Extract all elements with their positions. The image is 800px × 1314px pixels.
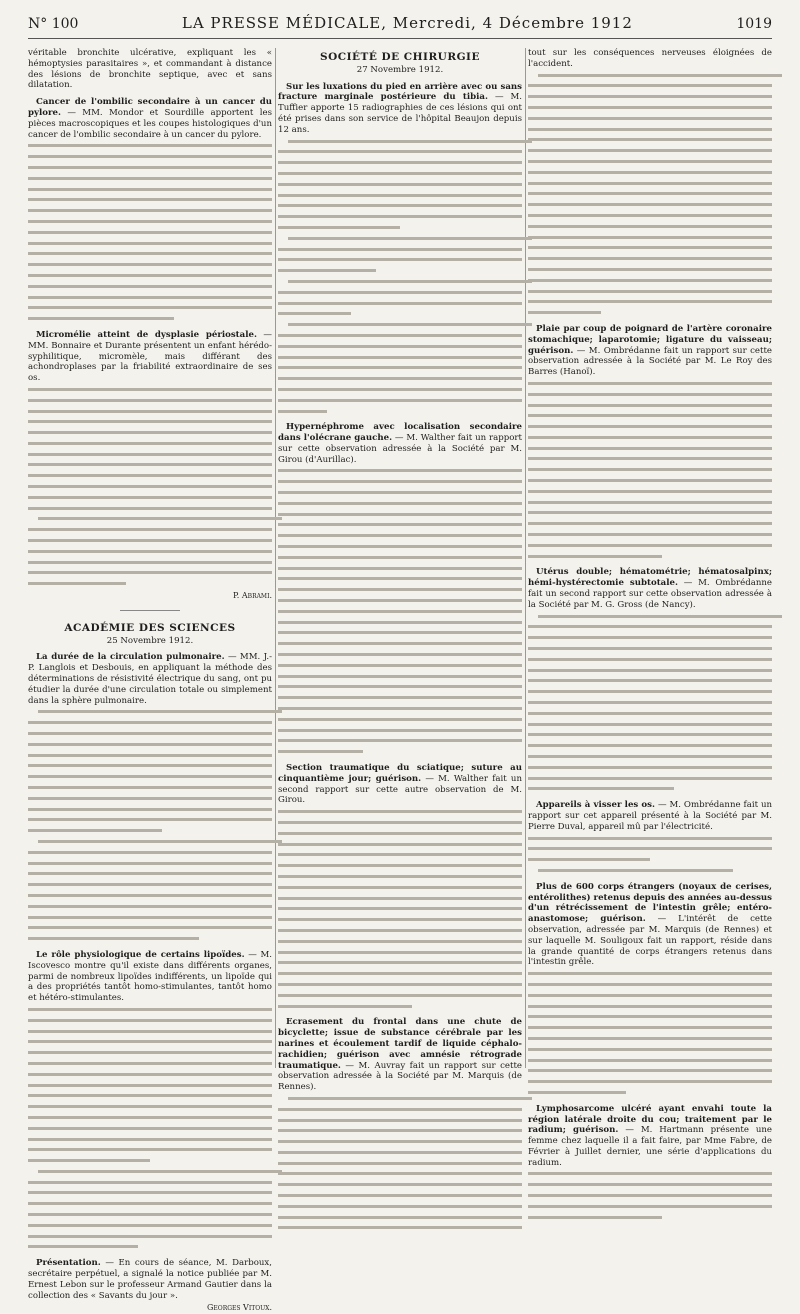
text-line-placeholder <box>28 194 272 205</box>
text-line-placeholder <box>528 1022 772 1033</box>
text-line-placeholder <box>28 427 272 438</box>
text-line-placeholder <box>528 518 772 529</box>
text-line-placeholder <box>28 270 272 281</box>
article-title: Le rôle physiologique de certains lipoïdes. <box>36 949 245 960</box>
column-separator <box>525 48 526 1068</box>
text-line-placeholder <box>278 395 522 406</box>
text-line-placeholder <box>528 968 772 979</box>
text-line-placeholder <box>528 210 772 221</box>
article-corps-etrangers: Plus de 600 corps étrangers (noyaux de cerises, entérolithes) retenus depuis des années au-dessus d'un rétrécissement de l'intestin grêle; entéro-anastomose; guérison. — L'intérêt de cette observation, adressée par M. Marquis (de Rennes) et sur laquelle M. Souligoux fait un rapport, réside dans la grande quantité de corps étrangers retenus dans l'intestin grêle. <box>528 882 772 1098</box>
text-line-placeholder <box>278 893 522 904</box>
article-hypernephrome: Hypernéphrome avec localisation secondaire dans l'olécrane gauche. — M. Walther fait un rapport sur cette observation adressée à la Société par M. Girou (d'Aurillac). <box>278 422 522 757</box>
text-line-placeholder <box>528 540 772 551</box>
text-line-placeholder <box>528 400 772 411</box>
text-line-placeholder <box>528 264 772 275</box>
text-line-placeholder <box>28 750 272 761</box>
text-line-placeholder <box>528 611 772 622</box>
text-line-placeholder <box>528 843 772 854</box>
text-line-placeholder <box>528 1033 772 1044</box>
text-line-placeholder <box>28 717 272 728</box>
text-line-placeholder <box>28 1047 272 1058</box>
text-line-placeholder <box>278 817 522 828</box>
text-line-placeholder <box>278 903 522 914</box>
text-line-placeholder <box>528 1179 772 1190</box>
article-title: Cancer de l'ombilic secondaire à un cancer du pylore. <box>28 97 272 118</box>
text-line-placeholder <box>278 254 522 265</box>
text-line-placeholder <box>28 858 272 869</box>
text-line-placeholder <box>528 708 772 719</box>
text-line-placeholder <box>278 871 522 882</box>
text-line-placeholder <box>528 1212 772 1223</box>
text-line-placeholder <box>278 1104 522 1115</box>
text-line-placeholder <box>278 914 522 925</box>
text-line-placeholder <box>528 979 772 990</box>
text-line-placeholder <box>278 276 522 287</box>
text-line-placeholder <box>528 167 772 178</box>
text-line-placeholder <box>528 1044 772 1055</box>
text-line-placeholder <box>278 925 522 936</box>
text-line-placeholder <box>528 833 772 844</box>
text-line-placeholder <box>28 481 272 492</box>
text-line-placeholder <box>278 362 522 373</box>
text-line-placeholder <box>278 1168 522 1179</box>
text-line-placeholder <box>28 438 272 449</box>
article-title: Appareils à visser les os. <box>536 800 655 811</box>
text-line-placeholder <box>528 990 772 1001</box>
text-line-placeholder <box>528 773 772 784</box>
column-1 <box>28 48 273 1313</box>
text-line-placeholder <box>528 486 772 497</box>
text-line-placeholder <box>278 882 522 893</box>
text-line-placeholder <box>28 1134 272 1145</box>
text-line-placeholder <box>528 783 772 794</box>
text-line-placeholder <box>528 529 772 540</box>
text-line-placeholder <box>28 173 272 184</box>
text-line-placeholder <box>528 729 772 740</box>
text-line-placeholder <box>528 654 772 665</box>
text-line-placeholder <box>528 1055 772 1066</box>
text-line-placeholder <box>278 200 522 211</box>
article-title: Sur les luxations du pied en arrière avec ou sans fracture marginale postérieure du tibia. <box>278 81 522 103</box>
article-plaie-coronaire: Plaie par coup de poignard de l'artère coronaire stomachique; laparotomie; ligature du vaisseau; guérison. — M. Ombrédanne fait un rapport sur cette observation adressée à la Société par M. Le Roy des Barres (Hanoï). <box>528 324 772 562</box>
text-line-placeholder <box>28 557 272 568</box>
text-line-placeholder <box>278 806 522 817</box>
text-line-placeholder <box>528 188 772 199</box>
article-uterus-double: Utérus double; hématométrie; hématosalpinx; hémi-hystérectomie subtotale. — M. Ombrédanne fait un second rapport sur cette observation adressée à la Société par M. G. Gross (de Nancy). <box>528 567 772 794</box>
text-line-placeholder <box>278 595 522 606</box>
text-line-placeholder <box>528 665 772 676</box>
text-line-placeholder <box>528 719 772 730</box>
article-title: Plus de 600 corps étrangers (noyaux de cerises, entérolithes) retenus depuis des années au-dessus d'un rétrécissement de l'intestin grêle; entéro-anastomose; guérison. <box>528 881 772 925</box>
text-line-placeholder <box>278 157 522 168</box>
text-line-placeholder <box>278 244 522 255</box>
text-line-placeholder <box>528 621 772 632</box>
text-line-placeholder <box>278 168 522 179</box>
text-line-placeholder <box>278 714 522 725</box>
text-line-placeholder <box>528 1001 772 1012</box>
text-line-placeholder <box>278 1158 522 1169</box>
article-title: Présentation. <box>36 1258 101 1269</box>
text-line-placeholder <box>278 308 522 319</box>
text-line-placeholder <box>28 706 272 717</box>
text-line-placeholder <box>28 1015 272 1026</box>
text-line-placeholder <box>28 868 272 879</box>
text-line-placeholder <box>278 1212 522 1223</box>
text-line-placeholder <box>278 1179 522 1190</box>
text-line-placeholder <box>278 211 522 222</box>
page-number: 1019 <box>736 16 772 32</box>
text-line-placeholder <box>278 563 522 574</box>
text-line-placeholder <box>278 541 522 552</box>
text-line-placeholder <box>278 179 522 190</box>
text-line-placeholder <box>278 968 522 979</box>
article-luxations-pied: Sur les luxations du pied en arrière avec ou sans fracture marginale postérieure du tibia. — M. Tuffier apporte 15 radiographies de ces lésions qui ont été prises dans son service de l'hôpital Beaujon depuis 12 ans. <box>278 82 522 417</box>
text-line-placeholder <box>278 1125 522 1136</box>
text-line-placeholder <box>278 606 522 617</box>
text-line-placeholder <box>28 1155 272 1166</box>
text-line-placeholder <box>528 1087 772 1098</box>
text-line-placeholder <box>28 1209 272 1220</box>
text-line-placeholder <box>528 1168 772 1179</box>
text-line-placeholder <box>28 281 272 292</box>
text-line-placeholder <box>528 156 772 167</box>
text-line-placeholder <box>528 232 772 243</box>
text-line-placeholder <box>28 1166 272 1177</box>
text-line-placeholder <box>278 352 522 363</box>
text-line-placeholder <box>278 265 522 276</box>
text-line-placeholder <box>278 487 522 498</box>
text-line-placeholder <box>528 686 772 697</box>
text-line-placeholder <box>278 1222 522 1233</box>
text-line-placeholder <box>28 771 272 782</box>
text-line-placeholder <box>278 406 522 417</box>
issue-number: N° 100 <box>28 16 79 32</box>
text-line-placeholder <box>28 760 272 771</box>
text-line-placeholder <box>528 475 772 486</box>
text-line-placeholder <box>28 546 272 557</box>
text-line-placeholder <box>28 890 272 901</box>
text-line-placeholder <box>528 697 772 708</box>
article-cancer-ombilic: Cancer de l'ombilic secondaire à un cancer du pylore. — MM. Mondor et Sourdille apportent les pièces macroscopiques et les coupes histologiques d'un cancer de l'ombilic secondaire à un cancer du pylore. <box>28 97 272 324</box>
text-line-placeholder <box>278 860 522 871</box>
text-line-placeholder <box>28 227 272 238</box>
text-line-placeholder <box>28 1080 272 1091</box>
article-presentation: Présentation. — En cours de séance, M. Darboux, secrétaire perpétuel, a signalé la notice publiée par M. Ernest Lebon sur le professeur Armand Gautier dans la collection des « Savants du jour ». Georges Vitoux. <box>28 1258 272 1313</box>
text-line-placeholder <box>278 979 522 990</box>
text-line-placeholder <box>278 330 522 341</box>
text-line-placeholder <box>528 410 772 421</box>
text-line-placeholder <box>278 725 522 736</box>
text-line-placeholder <box>28 836 272 847</box>
text-line-placeholder <box>28 216 272 227</box>
text-line-placeholder <box>278 509 522 520</box>
text-line-placeholder <box>28 567 272 578</box>
text-line-placeholder <box>278 957 522 968</box>
text-line-placeholder <box>28 513 272 524</box>
article-title: Section traumatique du sciatique; suture au cinquantième jour; guérison. <box>278 763 522 784</box>
text-line-placeholder <box>28 739 272 750</box>
text-line-placeholder <box>278 1093 522 1104</box>
text-line-placeholder <box>28 1220 272 1231</box>
text-line-placeholder <box>528 643 772 654</box>
article-lymphosarcome: Lymphosarcome ulcéré ayant envahi toute la région latérale droite du cou; traitement par le radium; guérison. — M. Hartmann présente une femme chez laquelle il a fait faire, par Mme Fabre, de Février à Juillet dernier, une série d'applications du radium. <box>528 1104 772 1223</box>
text-line-placeholder <box>28 879 272 890</box>
text-line-placeholder <box>278 190 522 201</box>
article-title: Utérus double; hématométrie; hématosalpinx; hémi-hystérectomie subtotale. <box>528 567 772 589</box>
text-line-placeholder <box>528 464 772 475</box>
text-line-placeholder <box>28 825 272 836</box>
text-line-placeholder <box>278 530 522 541</box>
column-3 <box>528 48 773 1168</box>
text-line-placeholder <box>278 735 522 746</box>
text-line-placeholder <box>278 136 522 147</box>
text-line-placeholder <box>528 80 772 91</box>
text-line-placeholder <box>28 1090 272 1101</box>
text-line-placeholder <box>278 146 522 157</box>
text-line-placeholder <box>528 453 772 464</box>
article-sciatique: Section traumatique du sciatique; suture au cinquantième jour; guérison. — M. Walther fait un second rapport sur cette autre observation de M. Girou. <box>278 763 522 1011</box>
text-line-placeholder <box>278 319 522 330</box>
text-line-placeholder <box>528 253 772 264</box>
article-lipoides: Le rôle physiologique de certains lipoïdes. — M. Iscovesco montre qu'il existe dans différents organes, parmi de nombreux lipoïdes indifférents, un lipoïde qui a des propriétés tantôt homo-stimulantes, tantôt homo et hétéro-stimulantes. <box>28 950 272 1252</box>
text-line-placeholder <box>528 421 772 432</box>
text-line-placeholder <box>28 459 272 470</box>
text-line-placeholder <box>28 151 272 162</box>
text-line-placeholder <box>28 470 272 481</box>
text-line-placeholder <box>528 134 772 145</box>
text-line-placeholder <box>28 804 272 815</box>
page-title: LA PRESSE MÉDICALE, Mercredi, 4 Décembre 1912 <box>181 14 633 32</box>
text-line-placeholder <box>278 849 522 860</box>
text-line-placeholder <box>528 102 772 113</box>
text-line-placeholder <box>528 242 772 253</box>
text-line-placeholder <box>278 465 522 476</box>
continued-text: véritable bronchite ulcérative, expliquant les « hémoptysies parasitaires », et commandant à distance des lésions de bronchite septique, avec et sans dilatation. <box>28 48 272 91</box>
text-line-placeholder <box>528 286 772 297</box>
text-line-placeholder <box>28 395 272 406</box>
article-appareils-os: Appareils à visser les os. — M. Ombrédanne fait un rapport sur cet appareil présenté à la Société par M. Pierre Duval, appareil mû par l'électricité. <box>528 800 772 876</box>
text-line-placeholder <box>28 728 272 739</box>
text-line-placeholder <box>28 503 272 514</box>
text-line-placeholder <box>278 498 522 509</box>
text-line-placeholder <box>278 1201 522 1212</box>
article-title: Lymphosarcome ulcéré ayant envahi toute la région latérale droite du cou; traitement par le radium; guérison. <box>528 1103 772 1136</box>
text-line-placeholder <box>28 292 272 303</box>
text-line-placeholder <box>28 922 272 933</box>
text-line-placeholder <box>28 1187 272 1198</box>
text-line-placeholder <box>28 847 272 858</box>
text-line-placeholder <box>28 793 272 804</box>
text-line-placeholder <box>28 1004 272 1015</box>
text-line-placeholder <box>28 1198 272 1209</box>
article-title: Plaie par coup de poignard de l'artère coronaire stomachique; laparotomie; ligature du vaisseau; guérison. <box>528 323 772 356</box>
text-line-placeholder <box>528 497 772 508</box>
text-line-placeholder <box>528 740 772 751</box>
text-line-placeholder <box>278 617 522 628</box>
text-line-placeholder <box>28 1123 272 1134</box>
text-line-placeholder <box>528 551 772 562</box>
text-line-placeholder <box>528 91 772 102</box>
text-line-placeholder <box>28 384 272 395</box>
text-line-placeholder <box>28 1241 272 1252</box>
text-line-placeholder <box>528 70 772 81</box>
article-title: Micromélie atteint de dysplasie périostale. <box>36 329 257 340</box>
text-line-placeholder <box>278 627 522 638</box>
text-line-placeholder <box>528 507 772 518</box>
article-title: Hypernéphrome avec localisation secondaire dans l'olécrane gauche. <box>278 422 522 444</box>
text-line-placeholder <box>278 638 522 649</box>
text-line-placeholder <box>528 751 772 762</box>
text-line-placeholder <box>278 671 522 682</box>
text-line-placeholder <box>528 113 772 124</box>
text-line-placeholder <box>528 145 772 156</box>
signature: Georges Vitoux. <box>207 1303 272 1313</box>
text-line-placeholder <box>278 681 522 692</box>
text-line-placeholder <box>28 1101 272 1112</box>
text-line-placeholder <box>28 901 272 912</box>
text-line-placeholder <box>28 814 272 825</box>
text-line-placeholder <box>528 432 772 443</box>
text-line-placeholder <box>278 839 522 850</box>
text-line-placeholder <box>528 443 772 454</box>
text-line-placeholder <box>528 307 772 318</box>
text-line-placeholder <box>28 162 272 173</box>
header-rule <box>28 38 772 39</box>
text-line-placeholder <box>28 1036 272 1047</box>
section-divider <box>120 610 180 611</box>
text-line-placeholder <box>28 406 272 417</box>
text-line-placeholder <box>278 552 522 563</box>
text-line-placeholder <box>528 1076 772 1087</box>
text-line-placeholder <box>28 238 272 249</box>
text-line-placeholder <box>278 936 522 947</box>
text-line-placeholder <box>278 341 522 352</box>
text-line-placeholder <box>528 389 772 400</box>
text-line-placeholder <box>278 233 522 244</box>
text-line-placeholder <box>278 384 522 395</box>
text-line-placeholder <box>528 296 772 307</box>
continued-text: tout sur les conséquences nerveuses éloignées de l'accident. <box>528 48 772 318</box>
text-line-placeholder <box>28 259 272 270</box>
text-line-placeholder <box>28 416 272 427</box>
text-line-placeholder <box>28 933 272 944</box>
text-line-placeholder <box>28 912 272 923</box>
text-line-placeholder <box>278 1147 522 1158</box>
text-line-placeholder <box>278 990 522 1001</box>
text-line-placeholder <box>528 199 772 210</box>
text-line-placeholder <box>528 378 772 389</box>
text-line-placeholder <box>28 1177 272 1188</box>
text-line-placeholder <box>28 140 272 151</box>
text-line-placeholder <box>278 746 522 757</box>
text-line-placeholder <box>528 632 772 643</box>
text-line-placeholder <box>28 302 272 313</box>
column-separator <box>275 48 276 1068</box>
text-line-placeholder <box>28 449 272 460</box>
text-line-placeholder <box>278 660 522 671</box>
text-line-placeholder <box>28 524 272 535</box>
section-title: SOCIÉTÉ DE CHIRURGIE <box>320 51 480 63</box>
text-line-placeholder <box>28 1058 272 1069</box>
text-line-placeholder <box>28 782 272 793</box>
text-line-placeholder <box>278 692 522 703</box>
text-line-placeholder <box>528 854 772 865</box>
text-line-placeholder <box>528 1201 772 1212</box>
text-line-placeholder <box>28 578 272 589</box>
text-line-placeholder <box>278 828 522 839</box>
text-line-placeholder <box>528 865 772 876</box>
article-title: La durée de la circulation pulmonaire. <box>36 652 225 663</box>
text-line-placeholder <box>278 298 522 309</box>
text-line-placeholder <box>278 584 522 595</box>
article-title: Ecrasement du frontal dans une chute de bicyclette; issue de substance cérébrale par les narines et écoulement tardif de liquide céphalo-rachidien; guérison avec amnésie rétrograde traumatique. <box>278 1017 522 1071</box>
text-line-placeholder <box>278 947 522 958</box>
text-line-placeholder <box>278 476 522 487</box>
text-line-placeholder <box>528 1011 772 1022</box>
text-line-placeholder <box>528 675 772 686</box>
text-line-placeholder <box>28 205 272 216</box>
column-2 <box>278 48 523 1093</box>
page-header <box>28 14 772 36</box>
text-line-placeholder <box>278 519 522 530</box>
text-line-placeholder <box>528 124 772 135</box>
text-line-placeholder <box>278 222 522 233</box>
text-line-placeholder <box>528 1190 772 1201</box>
text-line-placeholder <box>278 649 522 660</box>
article-ecrasement-frontal: Ecrasement du frontal dans une chute de bicyclette; issue de substance cérébrale par les narines et écoulement tardif de liquide céphalo-rachidien; guérison avec amnésie rétrograde traumatique. — M. Auvray fait un rapport sur cette observation adressée à la Société par M. Marquis (de Rennes). <box>278 1017 522 1233</box>
section-date: 27 Novembre 1912. <box>356 64 444 75</box>
text-line-placeholder <box>278 373 522 384</box>
text-line-placeholder <box>28 248 272 259</box>
text-line-placeholder <box>28 1069 272 1080</box>
signature: P. Abrami. <box>233 591 272 601</box>
text-line-placeholder <box>278 573 522 584</box>
text-line-placeholder <box>278 287 522 298</box>
article-circulation-pulmonaire: La durée de la circulation pulmonaire. — MM. J.-P. Langlois et Desbouis, en appliquant la méthode des déterminations de résistivité électrique du sang, ont pu étudier la durée d'une circulation totale ou simplement dans la sphère pulmonaire. <box>28 652 272 944</box>
text-line-placeholder <box>278 1136 522 1147</box>
text-line-placeholder <box>28 313 272 324</box>
section-date: 25 Novembre 1912. <box>106 635 194 646</box>
text-line-placeholder <box>28 492 272 503</box>
text-line-placeholder <box>528 178 772 189</box>
text-line-placeholder <box>278 703 522 714</box>
text-line-placeholder <box>28 184 272 195</box>
text-line-placeholder <box>278 1115 522 1126</box>
text-line-placeholder <box>28 1231 272 1242</box>
text-line-placeholder <box>28 1144 272 1155</box>
text-line-placeholder <box>528 1065 772 1076</box>
section-title: ACADÉMIE DES SCIENCES <box>64 621 236 634</box>
text-line-placeholder <box>28 535 272 546</box>
text-line-placeholder <box>278 1001 522 1012</box>
text-line-placeholder <box>28 1026 272 1037</box>
article-micromelie: Micromélie atteint de dysplasie périostale. — MM. Bonnaire et Durante présentent un enfant hérédo-syphilitique, micromèle, mais différant des achondroplases par la friabilité extraordinaire de ses os. P. Abrami. <box>28 329 272 601</box>
text-line-placeholder <box>28 1112 272 1123</box>
text-line-placeholder <box>528 221 772 232</box>
text-line-placeholder <box>528 762 772 773</box>
text-line-placeholder <box>278 1190 522 1201</box>
text-line-placeholder <box>528 275 772 286</box>
